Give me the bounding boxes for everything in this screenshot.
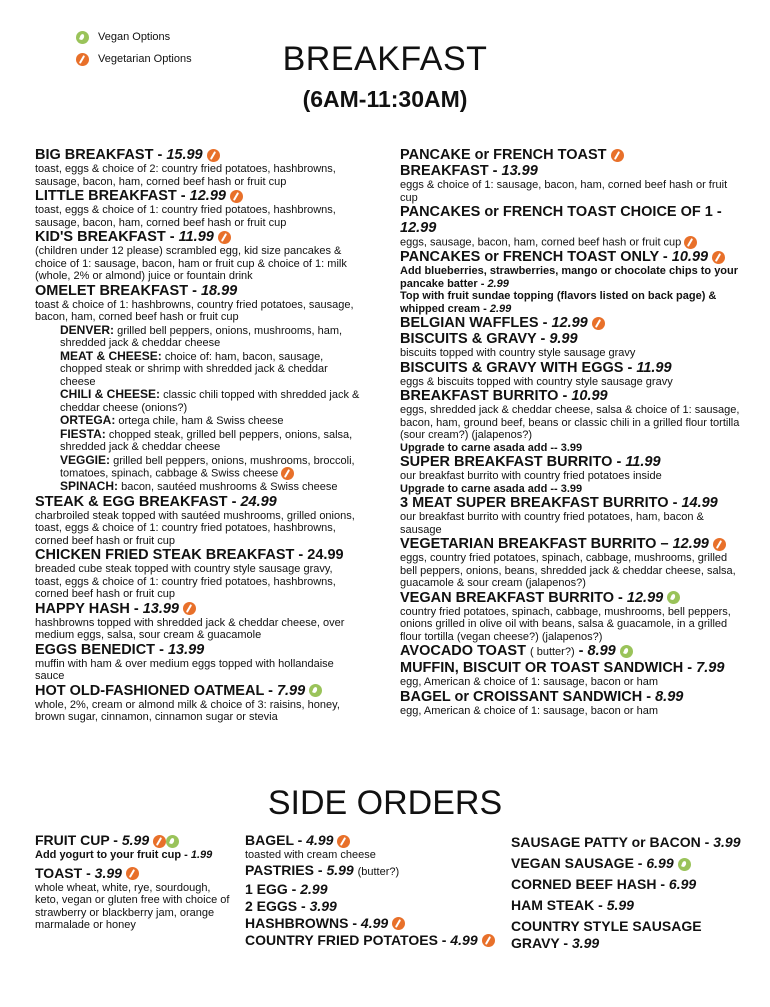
menu-item: OMELET BREAKFAST - 18.99 toast & choice of 1: hashbrowns, country fried potatoes, sausage, bacon, ham, corned beef hash or fruit cup DENVER: grilled bell peppers, onions, mushrooms, ham, shredded jack & cheddar cheese MEAT & CHEESE: choice of: ham, bacon, sausage, chopped steak or shrimp with shredded jack & cheddar cheese CHILI & CHEESE: classic chili topped with shredded jack & cheddar cheese (onions?) ORTEGA: ortega chile, ham & Swiss cheese FIESTA: chopped steak, grilled bell peppers, onions, salsa, shredded jack & cheddar cheese VEGGIE: grilled bell peppers, onions, mushrooms, broccoli, tomatoes, spinach, cabbage & Swiss cheese SPINACH: bacon, sautéed mushrooms & Swiss cheese bbox=[35, 282, 360, 493]
menu-item: HAM STEAK - 5.99 bbox=[511, 897, 634, 913]
omelet-option: DENVER: grilled bell peppers, onions, mushrooms, ham, shredded jack & cheddar cheese bbox=[60, 322, 343, 349]
item-name: BELGIAN WAFFLES bbox=[400, 315, 539, 331]
item-name: 3 MEAT SUPER BREAKFAST BURRITO bbox=[400, 495, 669, 511]
item-price: 12.99 bbox=[626, 589, 664, 606]
item-name: VEGETARIAN BREAKFAST BURRITO bbox=[400, 536, 657, 552]
menu-item: STEAK & EGG BREAKFAST - 24.99 charbroiled steak topped with sautéed mushrooms, grilled onions, toast, eggs & choice of 1: country fried potatoes, hashbrowns, corned beef hash or fruit cup bbox=[35, 494, 360, 548]
item-description: whole, 2%, cream or almond milk & choice of 3: raisins, honey, brown sugar, cinnamon, cinnamon sugar or stevia bbox=[35, 698, 340, 723]
vegetarian-carrot-icon bbox=[337, 835, 350, 848]
menu-item: LITTLE BREAKFAST - 12.99 toast, eggs & choice of 1: country fried potatoes, hashbrowns, sausage, bacon, ham, corned beef hash or fruit cup bbox=[35, 188, 360, 229]
item-addon: Top with fruit sundae topping (flavors listed on back page) & whipped cream - 2.99 bbox=[400, 290, 717, 315]
item-price: 3.99 bbox=[94, 864, 122, 881]
item-description: our breakfast burrito with country fried potatoes, ham, bacon & sausage bbox=[400, 511, 704, 536]
menu-item: AVOCADO TOAST ( butter?) - 8.99 bbox=[400, 643, 745, 660]
item-price: 4.99 bbox=[360, 914, 389, 931]
item-price: 14.99 bbox=[681, 495, 718, 511]
vegetarian-carrot-icon bbox=[218, 231, 231, 244]
menu-item: MUFFIN, BISCUIT OR TOAST SANDWICH - 7.99 egg, American & choice of 1: sausage, bacon or ham bbox=[400, 660, 745, 689]
omelet-option: ORTEGA: ortega chile, ham & Swiss cheese bbox=[60, 413, 284, 427]
item-name: OMELET BREAKFAST bbox=[35, 282, 189, 299]
vegetarian-carrot-icon bbox=[153, 835, 166, 848]
item-price: 12.99 bbox=[672, 536, 709, 552]
menu-item: PANCAKE or FRENCH TOAST BREAKFAST - 13.99 eggs & choice of 1: sausage, bacon, ham, corned beef hash or fruit cup bbox=[400, 147, 745, 204]
item-description: country fried potatoes, spinach, cabbage, mushrooms, bell peppers, onions grilled in olive oil with beans, salsa & guacamole, in a grilled flour tortilla (vegan cheese?) (jalapenos?) bbox=[400, 605, 731, 643]
item-name-cont: GRAVY bbox=[511, 935, 560, 951]
menu-item: COUNTRY STYLE SAUSAGE GRAVY - 3.99 bbox=[511, 918, 761, 952]
item-price: 3.99 bbox=[571, 935, 600, 951]
menu-item: HOT OLD-FASHIONED OATMEAL - 7.99 whole, 2%, cream or almond milk & choice of 3: raisins, honey, brown sugar, cinnamon, cinnamon sugar or stevia bbox=[35, 683, 360, 724]
item-price: 24.99 bbox=[240, 493, 277, 510]
item-name: MUFFIN, BISCUIT OR TOAST SANDWICH bbox=[400, 660, 684, 676]
item-name: BAGEL bbox=[245, 832, 294, 848]
item-name: VEGAN SAUSAGE bbox=[511, 855, 634, 871]
item-price: 3.99 bbox=[713, 834, 741, 850]
item-addon: Add yogurt to your fruit cup - 1.99 bbox=[35, 849, 213, 861]
breakfast-left-column bbox=[35, 147, 360, 724]
menu-item: BISCUITS & GRAVY - 9.99 biscuits topped with country style sausage gravy bbox=[400, 331, 745, 360]
item-name: BISCUITS & GRAVY WITH EGGS bbox=[400, 359, 624, 376]
item-name: HASHBROWNS bbox=[245, 914, 349, 931]
vegetarian-carrot-icon bbox=[611, 149, 624, 162]
item-price: 5.99 bbox=[121, 832, 150, 848]
item-name: PANCAKE or FRENCH TOAST bbox=[400, 147, 607, 163]
vegetarian-carrot-icon bbox=[126, 867, 139, 880]
item-name: VEGAN BREAKFAST BURRITO bbox=[400, 589, 615, 606]
item-name: EGGS BENEDICT bbox=[35, 641, 156, 658]
item-name: SUPER BREAKFAST BURRITO bbox=[400, 454, 613, 470]
item-name: PANCAKES or FRENCH TOAST ONLY bbox=[400, 249, 659, 265]
item-price: 12.99 bbox=[551, 315, 588, 331]
item-name: CHICKEN FRIED STEAK BREAKFAST bbox=[35, 547, 295, 563]
menu-item: VEGAN BREAKFAST BURRITO - 12.99 country fried potatoes, spinach, cabbage, mushrooms, bell peppers, onions grilled in olive oil with beans, salsa & guacamole, in a grilled flour tortilla (vegan cheese?) (jalapenos?) bbox=[400, 590, 745, 644]
item-description: eggs & biscuits topped with country style sausage gravy bbox=[400, 375, 673, 388]
item-description: eggs & choice of 1: sausage, bacon, ham, corned beef hash or fruit cup bbox=[400, 179, 728, 204]
menu-item: SUPER BREAKFAST BURRITO - 11.99 our breakfast burrito with country fried potatoes inside Upgrade to carne asada add -- 3.99 bbox=[400, 454, 745, 495]
omelet-option: CHILI & CHEESE: classic chili topped with shredded jack & cheddar cheese (onions?) bbox=[60, 387, 360, 414]
item-name: BAGEL or CROISSANT SANDWICH bbox=[400, 688, 643, 705]
menu-item: CHICKEN FRIED STEAK BREAKFAST - 24.99 breaded cube steak topped with country style sausage gravy, toast, eggs & choice of 1: country fried potatoes, hashbrowns, corned beef hash or fruit cup bbox=[35, 547, 360, 601]
item-price: 11.99 bbox=[625, 454, 661, 470]
item-price: 5.99 bbox=[606, 897, 634, 913]
item-name: BREAKFAST BURRITO bbox=[400, 388, 559, 404]
breakfast-hours: (6AM-11:30AM) bbox=[302, 86, 468, 112]
item-price: 6.99 bbox=[668, 876, 697, 892]
omelet-option: VEGGIE: grilled bell peppers, onions, mushrooms, broccoli, tomatoes, spinach, cabbage & Swiss cheese bbox=[60, 452, 355, 480]
item-name: TOAST bbox=[35, 864, 83, 881]
vegetarian-carrot-icon bbox=[713, 538, 726, 551]
item-price: 3.99 bbox=[309, 897, 337, 914]
item-name: STEAK & EGG BREAKFAST bbox=[35, 493, 228, 510]
item-name: SAUSAGE PATTY or BACON bbox=[511, 834, 701, 850]
menu-item: COUNTRY FRIED POTATOES - 4.99 bbox=[245, 932, 505, 949]
item-note: ( butter?) bbox=[529, 646, 575, 658]
menu-item: BREAKFAST BURRITO - 10.99 eggs, shredded jack & cheddar cheese, salsa & choice of 1: sausage, bacon, ham, ground beef, beans or classic chili in a grilled flour tortilla (sour cream?) (jalapenos?) Upgrade to carne asada add -- 3.99 bbox=[400, 388, 745, 454]
item-price: 13.99 bbox=[167, 641, 205, 658]
menu-item: BISCUITS & GRAVY WITH EGGS - 11.99 eggs & biscuits topped with country style sausage gravy bbox=[400, 360, 745, 389]
menu-item: KID'S BREAKFAST - 11.99 (children under 12 please) scrambled egg, kid size pancakes & choice of 1: sausage, bacon, ham or fruit cup & choice of 1: milk (whole, 2% or almond) juice or fountain drink bbox=[35, 229, 360, 283]
item-price: 11.99 bbox=[178, 229, 214, 245]
item-description: whole wheat, white, rye, sourdough, keto, vegan or gluten free with choice of strawberry or blackberry jam, orange marmalade or honey bbox=[35, 881, 230, 931]
item-name: PANCAKES or FRENCH TOAST CHOICE OF 1 bbox=[400, 204, 713, 220]
omelet-option: MEAT & CHEESE: choice of: ham, bacon, sausage, chopped steak or shrimp with shredded jack & cheddar cheese bbox=[60, 348, 328, 388]
item-name: HAM STEAK bbox=[511, 897, 595, 913]
item-description: egg, American & choice of 1: sausage, bacon or ham bbox=[400, 676, 659, 688]
item-price: 15.99 bbox=[166, 147, 203, 163]
menu-item: BELGIAN WAFFLES - 12.99 bbox=[400, 315, 745, 331]
item-price: 24.99 bbox=[307, 547, 344, 563]
side-column-2 bbox=[245, 832, 505, 949]
item-name: LITTLE BREAKFAST bbox=[35, 188, 177, 204]
vegetarian-carrot-icon bbox=[183, 602, 196, 615]
item-price: 18.99 bbox=[200, 282, 238, 299]
item-name-cont: BREAKFAST bbox=[400, 163, 489, 179]
item-description: toasted with cream cheese bbox=[245, 849, 376, 861]
vegan-leaf-icon bbox=[309, 684, 322, 697]
item-name: PASTRIES bbox=[245, 861, 314, 878]
menu-item: TOAST - 3.99 whole wheat, white, rye, sourdough, keto, vegan or gluten free with choice of strawberry or blackberry jam, orange marmalade or honey bbox=[35, 865, 235, 932]
item-price: 13.99 bbox=[142, 600, 179, 617]
vegan-leaf-icon bbox=[166, 835, 179, 848]
item-price: 13.99 bbox=[501, 163, 538, 179]
item-description: toast, eggs & choice of 2: country fried potatoes, hashbrowns, sausage, bacon, ham, corned beef hash or fruit cup bbox=[35, 163, 336, 188]
item-description: toast & choice of 1: hashbrowns, country fried potatoes, sausage, bacon, ham, corned beef hash or fruit cup bbox=[35, 298, 354, 323]
side-orders-title: SIDE ORDERS bbox=[267, 784, 503, 822]
item-description: muffin with ham & over medium eggs topped with hollandaise sauce bbox=[35, 657, 334, 682]
side-column-1 bbox=[35, 832, 235, 932]
menu-item: HASHBROWNS - 4.99 bbox=[245, 915, 505, 932]
menu-item: PASTRIES - 5.99 (butter?) bbox=[245, 861, 400, 878]
item-name: 2 EGGS bbox=[245, 897, 298, 914]
menu-item: EGGS BENEDICT - 13.99 muffin with ham & over medium eggs topped with hollandaise sauce bbox=[35, 642, 360, 683]
item-price: 8.99 bbox=[655, 688, 684, 705]
breakfast-title: BREAKFAST bbox=[282, 40, 488, 78]
item-description: (children under 12 please) scrambled egg, kid size pancakes & choice of 1: sausage, bacon, ham or fruit cup & choice of 1: milk (whole, 2% or almond) juice or fountain drink bbox=[35, 245, 347, 282]
item-price: 10.99 bbox=[571, 388, 608, 404]
item-price: 4.99 bbox=[306, 832, 334, 848]
omelet-option: FIESTA: chopped steak, grilled bell peppers, onions, salsa, shredded jack & cheddar cheese bbox=[60, 426, 353, 453]
item-name: COUNTRY FRIED POTATOES bbox=[245, 931, 438, 948]
vegetarian-carrot-icon bbox=[392, 917, 405, 930]
menu-item: VEGETARIAN BREAKFAST BURRITO – 12.99 eggs, country fried potatoes, spinach, cabbage, mushrooms, grilled bell peppers, onions, beans, shredded jack & cheddar cheese, salsa, guacamole & sour cream (jalapenos?) bbox=[400, 536, 745, 590]
item-addon: Add blueberries, strawberries, mango or chocolate chips to your pancake batter - 2.99 bbox=[400, 265, 739, 290]
vegetarian-carrot-icon bbox=[281, 467, 294, 480]
menu-item: BAGEL - 4.99 toasted with cream cheese bbox=[245, 832, 505, 862]
item-price: 7.99 bbox=[696, 660, 725, 676]
item-description: our breakfast burrito with country fried potatoes inside bbox=[400, 470, 662, 482]
menu-item: 1 EGG - 2.99 bbox=[245, 880, 328, 897]
item-description: egg, American & choice of 1: sausage, bacon or ham bbox=[400, 704, 659, 717]
item-name: HOT OLD-FASHIONED OATMEAL bbox=[35, 682, 265, 699]
item-name: BISCUITS & GRAVY bbox=[400, 331, 537, 347]
menu-item: PANCAKES or FRENCH TOAST CHOICE OF 1 - 12.99 eggs, sausage, bacon, ham, corned beef hash or fruit cup bbox=[400, 204, 722, 249]
item-name: CORNED BEEF HASH bbox=[511, 876, 657, 892]
vegan-leaf-icon bbox=[678, 858, 691, 871]
vegetarian-carrot-icon bbox=[230, 190, 243, 203]
vegan-leaf-icon bbox=[667, 591, 680, 604]
vegetarian-carrot-icon bbox=[684, 236, 697, 249]
menu-item: 3 MEAT SUPER BREAKFAST BURRITO - 14.99 our breakfast burrito with country fried potatoes, ham, bacon & sausage bbox=[400, 495, 745, 536]
item-name: FRUIT CUP bbox=[35, 832, 110, 848]
legend-vegan-label: Vegan Options bbox=[98, 31, 171, 43]
menu-item: HAPPY HASH - 13.99 hashbrowns topped with shredded jack & cheddar cheese, over medium eggs, salsa, sour cream & guacamole bbox=[35, 601, 360, 642]
vegetarian-carrot-icon bbox=[482, 934, 495, 947]
item-name: BIG BREAKFAST bbox=[35, 147, 154, 163]
menu-item: 2 EGGS - 3.99 bbox=[245, 897, 337, 914]
item-note: (butter?) bbox=[357, 865, 400, 878]
vegetarian-carrot-icon bbox=[712, 251, 725, 264]
menu-item: CORNED BEEF HASH - 6.99 bbox=[511, 876, 697, 892]
menu-item: BIG BREAKFAST - 15.99 toast, eggs & choice of 2: country fried potatoes, hashbrowns, sausage, bacon, ham, corned beef hash or fruit cup bbox=[35, 147, 360, 188]
item-name: AVOCADO TOAST bbox=[400, 643, 526, 659]
vegetarian-carrot-icon bbox=[592, 317, 605, 330]
menu-item: SAUSAGE PATTY or BACON - 3.99 bbox=[511, 834, 741, 850]
menu-item: BAGEL or CROISSANT SANDWICH - 8.99 egg, American & choice of 1: sausage, bacon or ham bbox=[400, 689, 745, 718]
item-price: 10.99 bbox=[671, 249, 709, 265]
item-description: hashbrowns topped with shredded jack & cheddar cheese, over medium eggs, salsa, sour cream & guacamole bbox=[35, 616, 345, 641]
menu-item: PANCAKES or FRENCH TOAST ONLY - 10.99 Add blueberries, strawberries, mango or chocolate chips to your pancake batter - 2.99 Top with fruit sundae topping (flavors listed on back page) & whipped cream - 2.99 bbox=[400, 249, 745, 315]
vegetarian-carrot-icon bbox=[207, 149, 220, 162]
item-description: eggs, country fried potatoes, spinach, cabbage, mushrooms, grilled bell peppers, onions, beans, shredded jack & cheddar cheese, salsa, guacamole & sour cream (jalapenos?) bbox=[400, 552, 736, 589]
item-description: biscuits topped with country style sausage gravy bbox=[400, 347, 636, 359]
item-description: eggs, sausage, bacon, ham, corned beef hash or fruit cup bbox=[400, 236, 682, 249]
item-price: 7.99 bbox=[276, 682, 306, 699]
item-price: 8.99 bbox=[587, 643, 616, 659]
menu-item: VEGAN SAUSAGE - 6.99 bbox=[511, 855, 761, 872]
item-name: 1 EGG bbox=[245, 880, 288, 897]
item-price: 2.99 bbox=[300, 880, 328, 897]
item-description: toast, eggs & choice of 1: country fried potatoes, hashbrowns, sausage, bacon, ham, corned beef hash or fruit cup bbox=[35, 204, 336, 229]
item-name: COUNTRY STYLE SAUSAGE bbox=[511, 918, 702, 934]
item-name: KID'S BREAKFAST bbox=[35, 229, 166, 245]
item-description: eggs, shredded jack & cheddar cheese, salsa & choice of 1: sausage, bacon, ham, ground beef, beans or classic chili in a grilled flour tortilla (sour cream?) (jalapenos?) bbox=[400, 404, 740, 441]
vegan-leaf-icon bbox=[620, 645, 633, 658]
omelet-option: SPINACH: bacon, sautéed mushrooms & Swiss cheese bbox=[60, 479, 338, 493]
item-description: charbroiled steak topped with sautéed mushrooms, grilled onions, toast, eggs & choice of 1: country fried potatoes, hashbrowns, corned beef hash or fruit cup bbox=[35, 509, 355, 547]
item-upgrade: Upgrade to carne asada add -- 3.99 bbox=[400, 441, 583, 454]
item-description: breaded cube steak topped with country style sausage gravy, toast, eggs & choice of 1: country fried potatoes, hashbrowns, corned beef hash or fruit cup bbox=[35, 563, 336, 600]
breakfast-right-column bbox=[400, 147, 745, 717]
item-price: 6.99 bbox=[646, 855, 674, 871]
menu-item: FRUIT CUP - 5.99 Add yogurt to your fruit cup - 1.99 bbox=[35, 832, 235, 862]
item-price: 12.99 bbox=[400, 220, 437, 236]
item-price: 9.99 bbox=[549, 331, 578, 347]
item-price: 4.99 bbox=[450, 931, 478, 948]
item-price: 11.99 bbox=[636, 359, 672, 376]
item-price: 5.99 bbox=[326, 861, 354, 878]
legend-vegetarian-label: Vegetarian Options bbox=[98, 53, 192, 65]
item-upgrade: Upgrade to carne asada add -- 3.99 bbox=[400, 482, 583, 495]
side-column-3 bbox=[511, 834, 761, 952]
item-price: 12.99 bbox=[189, 188, 226, 204]
item-name: HAPPY HASH bbox=[35, 600, 130, 617]
